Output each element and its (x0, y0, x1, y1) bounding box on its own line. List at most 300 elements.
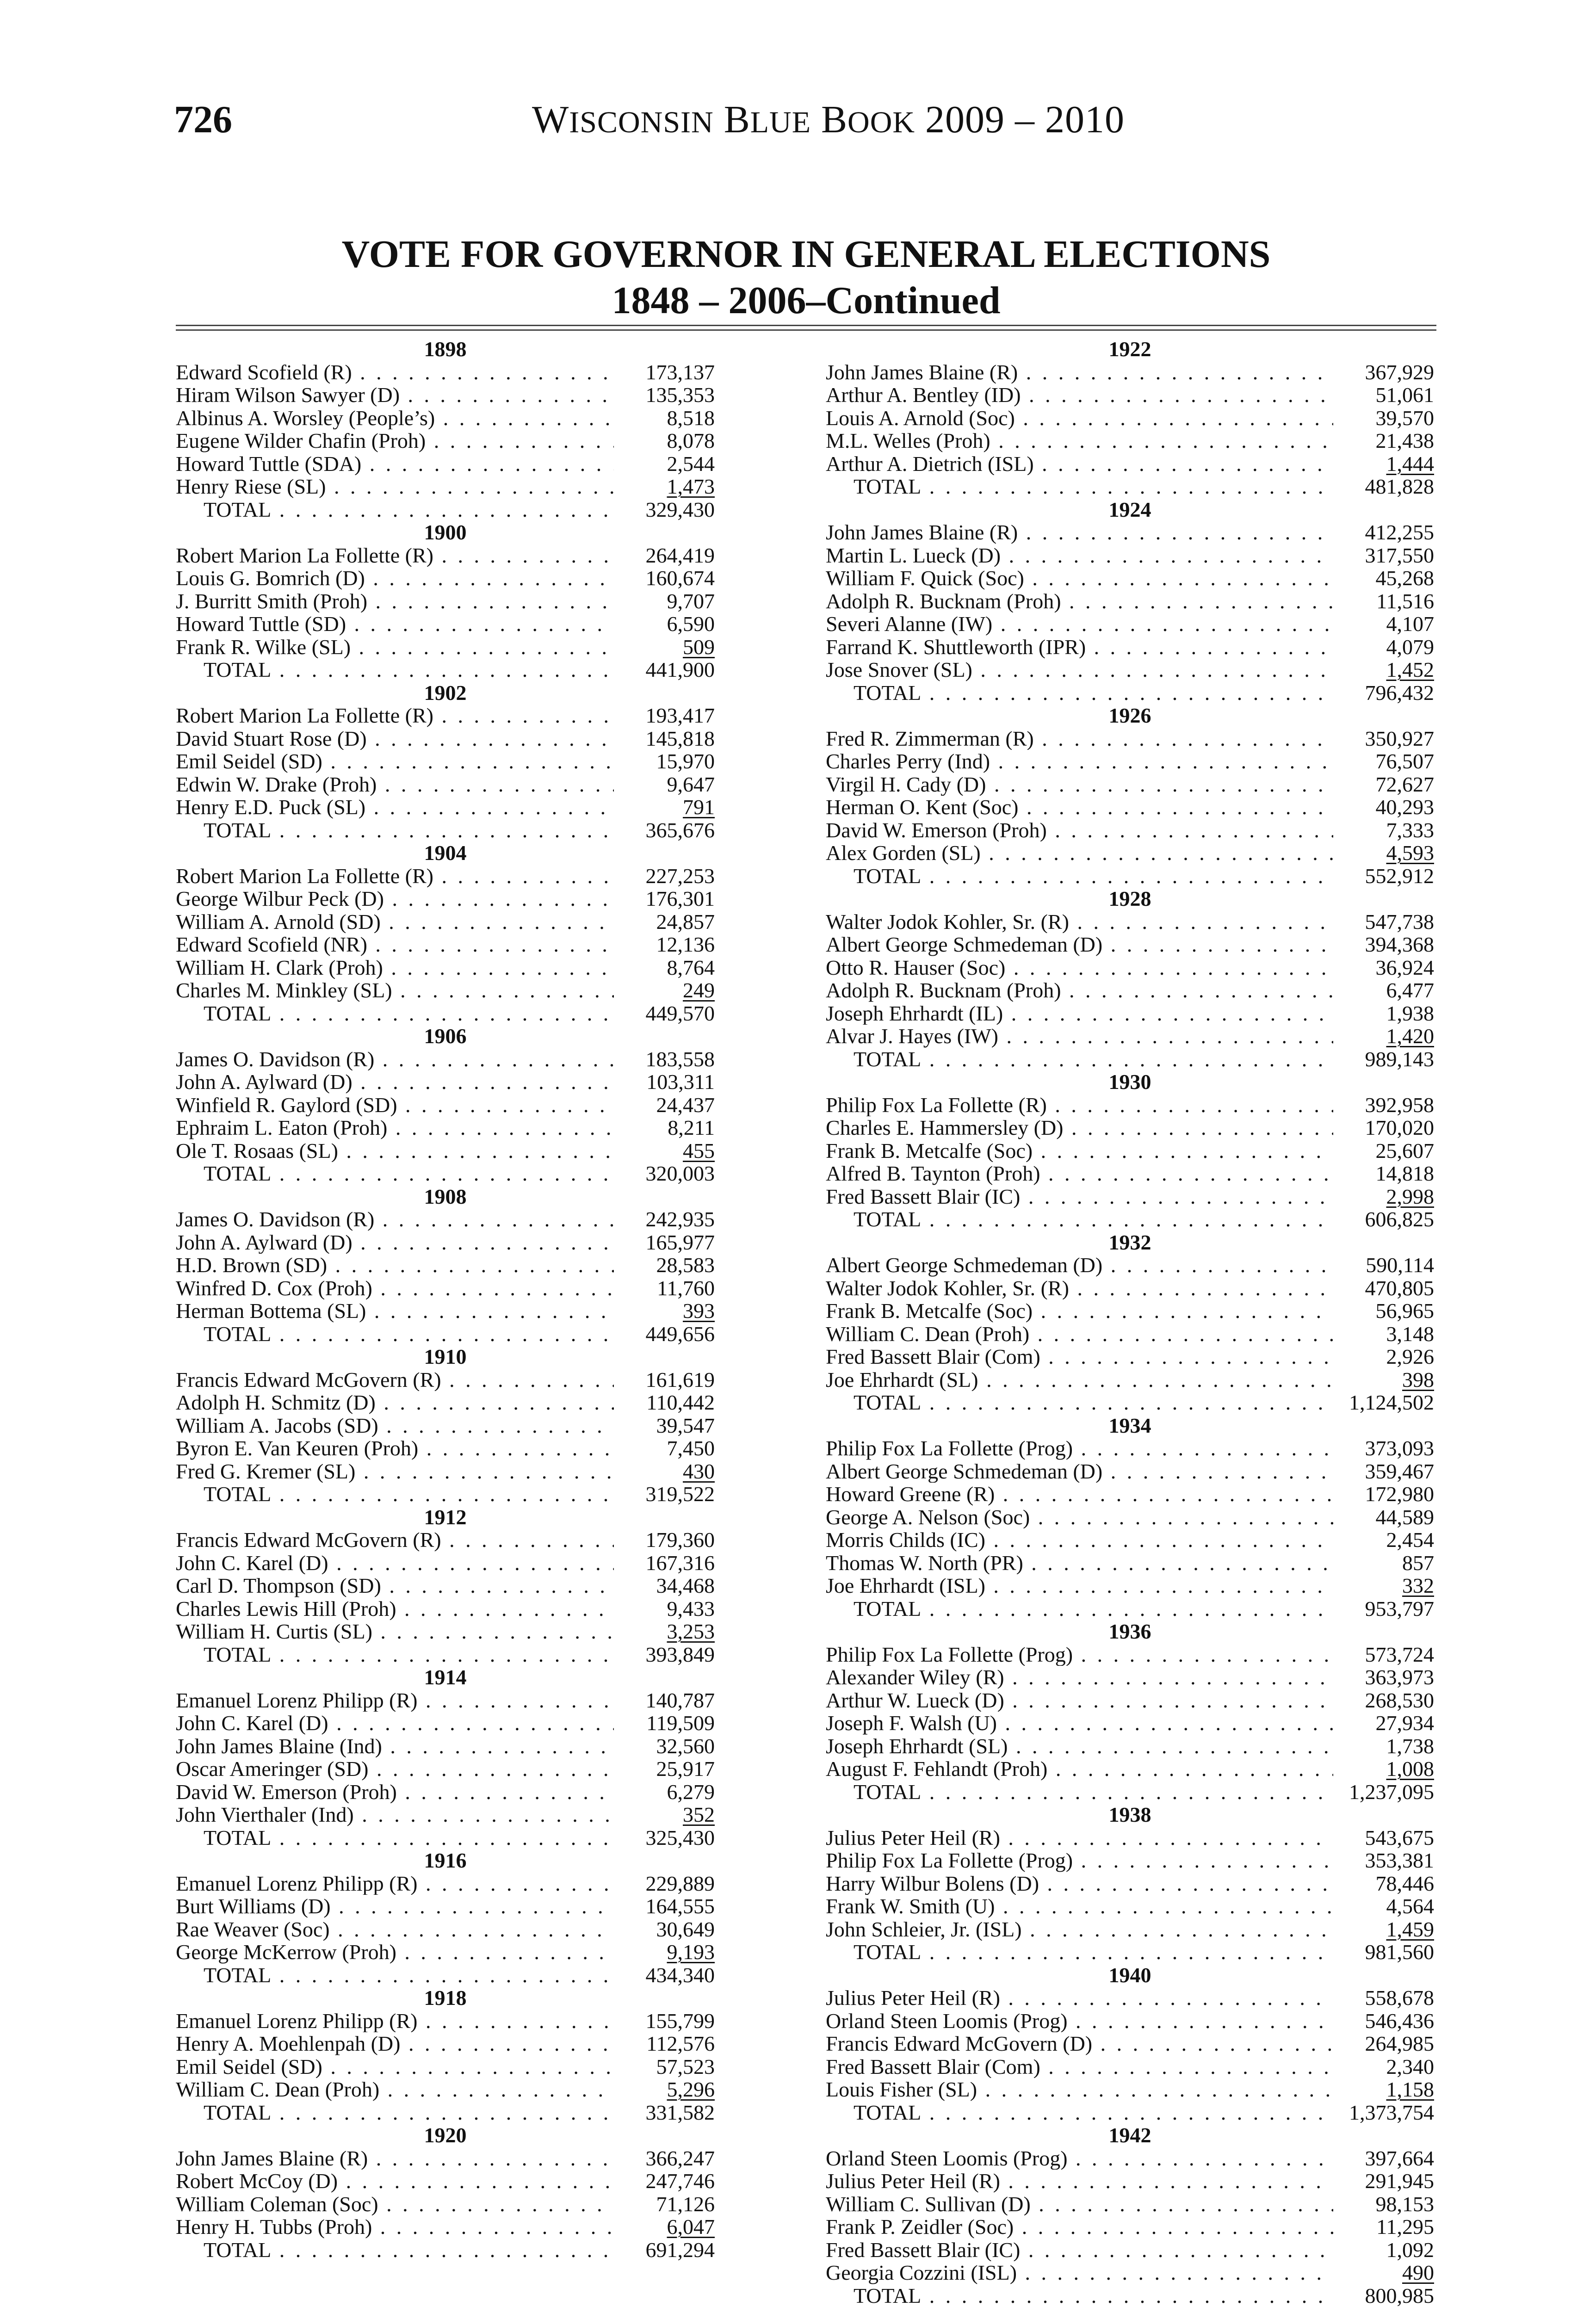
candidate-name: Henry Riese (SL) . . . (176, 475, 614, 498)
total-votes: 393,849 (645, 1642, 715, 1666)
candidate-name: Adolph R. Bucknam (Proh) . . . (826, 979, 1333, 1002)
candidate-row (826, 1506, 1434, 1529)
candidate-row (826, 1986, 1434, 2010)
total-votes: 325,430 (645, 1825, 715, 1849)
candidate-name: John Vierthaler (Ind) . . . (176, 1803, 614, 1826)
candidate-votes: 36,924 (1375, 955, 1434, 979)
total-label: TOTAL . . . (176, 1643, 614, 1666)
candidate-name: Charles Lewis Hill (Proh) . . . (176, 1597, 614, 1620)
candidate-name: Henry H. Tubbs (Proh) . . . (176, 2215, 614, 2239)
candidate-name: George McKerrow (Proh) . . . (176, 1941, 614, 1964)
total-label: TOTAL . . . (176, 2101, 614, 2124)
candidate-row (176, 2055, 715, 2078)
candidate-votes: 490 (1402, 2261, 1434, 2284)
candidate-votes: 242,935 (645, 1207, 715, 1231)
candidate-row (826, 1895, 1434, 1918)
candidate-name: John C. Karel (D) . . . (176, 1552, 614, 1575)
candidate-row (176, 1414, 715, 1437)
candidate-row (826, 383, 1434, 407)
candidate-row (826, 1185, 1434, 1208)
election-year-heading: 1924 (1108, 497, 1151, 521)
candidate-votes: 155,799 (645, 2009, 715, 2033)
candidate-row (176, 2010, 715, 2033)
right-column (826, 338, 1434, 2307)
candidate-name: William F. Quick (Soc) . . . (826, 567, 1333, 590)
candidate-row (826, 1345, 1434, 1368)
candidate-votes: 264,985 (1365, 2032, 1434, 2055)
candidate-name: John James Blaine (R) . . . (826, 521, 1333, 544)
candidate-name: Edward Scofield (NR) . . . (176, 933, 614, 956)
total-row (826, 1781, 1434, 1804)
candidate-votes: 1,158 (1386, 2078, 1434, 2101)
candidate-votes: 39,570 (1375, 406, 1434, 430)
candidate-name: Charles Perry (Ind) . . . (826, 750, 1333, 773)
candidate-row (176, 2032, 715, 2055)
candidate-name: Emanuel Lorenz Philipp (R) . . . (176, 1689, 614, 1712)
running-head-ook: OOK (847, 105, 916, 139)
candidate-row (826, 1689, 1434, 1712)
candidate-name: Louis Fisher (SL) . . . (826, 2078, 1333, 2101)
candidate-votes: 3,148 (1386, 1322, 1434, 1346)
candidate-votes: 2,454 (1386, 1528, 1434, 1552)
candidate-name: Fred G. Kremer (SL) . . . (176, 1460, 614, 1483)
candidate-votes: 8,764 (667, 955, 715, 979)
candidate-name: George A. Nelson (Soc) . . . (826, 1506, 1333, 1529)
candidate-row (176, 1391, 715, 1414)
total-row (176, 819, 715, 842)
candidate-name: Howard Tuttle (SDA) . . . (176, 452, 614, 476)
candidate-name: Edward Scofield (R) . . . (176, 361, 614, 384)
candidate-name: Howard Greene (R) . . . (826, 1483, 1333, 1506)
candidate-name: Jose Snover (SL) . . . (826, 658, 1333, 681)
candidate-votes: 179,360 (645, 1528, 715, 1552)
candidate-name: Julius Peter Heil (R) . . . (826, 2170, 1333, 2193)
candidate-row (826, 1528, 1434, 1552)
candidate-row (826, 1712, 1434, 1735)
candidate-name: Adolph H. Schmitz (D) . . . (176, 1391, 614, 1414)
total-row (826, 2101, 1434, 2124)
election-year-heading: 1916 (424, 1849, 467, 1872)
candidate-votes: 51,061 (1375, 383, 1434, 407)
total-votes: 319,522 (645, 1482, 715, 1506)
candidate-votes: 9,433 (667, 1596, 715, 1620)
candidate-row (826, 2261, 1434, 2284)
candidate-row (826, 2239, 1434, 2262)
total-votes: 365,676 (645, 818, 715, 842)
candidate-name: William A. Arnold (SD) . . . (176, 910, 614, 934)
candidate-votes: 4,107 (1386, 612, 1434, 636)
candidate-votes: 4,079 (1386, 635, 1434, 659)
candidate-votes: 350,927 (1365, 726, 1434, 750)
total-label: TOTAL . . . (826, 1391, 1333, 1414)
candidate-votes: 455 (683, 1138, 715, 1163)
total-row (826, 1048, 1434, 1071)
total-votes: 691,294 (645, 2238, 715, 2262)
candidate-row (826, 1918, 1434, 1941)
candidate-row (826, 1299, 1434, 1323)
candidate-votes: 164,555 (645, 1894, 715, 1918)
candidate-votes: 1,473 (667, 475, 715, 498)
candidate-votes: 14,818 (1375, 1162, 1434, 1185)
candidate-votes: 397,664 (1365, 2146, 1434, 2170)
candidate-name: Thomas W. North (PR) . . . (826, 1552, 1333, 1575)
candidate-name: Frank B. Metcalfe (Soc) . . . (826, 1299, 1333, 1323)
candidate-votes: 161,619 (645, 1367, 715, 1392)
candidate-votes: 392,958 (1365, 1093, 1434, 1117)
candidate-name: Fred Bassett Blair (IC) . . . (826, 2239, 1333, 2262)
total-votes: 449,656 (645, 1322, 715, 1346)
candidate-row (826, 956, 1434, 979)
candidate-row (826, 1826, 1434, 1849)
candidate-votes: 11,295 (1376, 2215, 1434, 2239)
candidate-row (176, 1712, 715, 1735)
candidate-name: Robert Marion La Follette (R) . . . (176, 865, 614, 888)
candidate-row (176, 956, 715, 979)
candidate-votes: 78,446 (1375, 1871, 1434, 1895)
total-label: TOTAL . . . (176, 498, 614, 521)
candidate-name: Herman O. Kent (Soc) . . . (826, 796, 1333, 819)
total-votes: 329,430 (645, 497, 715, 521)
candidate-name: William H. Curtis (SL) . . . (176, 1620, 614, 1643)
table-subtitle: 1848 – 2006–Continued (612, 279, 1001, 322)
candidate-row (176, 452, 715, 476)
candidate-row (176, 1620, 715, 1643)
candidate-row (176, 544, 715, 567)
candidate-votes: 249 (683, 978, 715, 1002)
candidate-name: August F. Fehlandt (Proh) . . . (826, 1757, 1333, 1781)
candidate-name: Orland Steen Loomis (Prog) . . . (826, 2010, 1333, 2033)
candidate-name: William Coleman (Soc) . . . (176, 2193, 614, 2216)
candidate-votes: 590,114 (1366, 1253, 1434, 1277)
running-head-b: B (724, 98, 750, 141)
candidate-row (176, 1597, 715, 1620)
election-year-heading: 1918 (424, 1986, 467, 2010)
candidate-row (176, 1918, 715, 1941)
total-votes: 1,237,095 (1349, 1780, 1434, 1804)
candidate-name: Albert George Schmedeman (D) . . . (826, 933, 1333, 956)
candidate-votes: 6,590 (667, 612, 715, 636)
candidate-name: Emil Seidel (SD) . . . (176, 2055, 614, 2078)
candidate-name: Fred Bassett Blair (Com) . . . (826, 2055, 1333, 2078)
candidate-name: Carl D. Thompson (SD) . . . (176, 1574, 614, 1597)
candidate-row (176, 429, 715, 452)
candidate-row (826, 2215, 1434, 2239)
total-label: TOTAL . . . (176, 658, 614, 681)
candidate-name: David W. Emerson (Proh) . . . (176, 1781, 614, 1804)
candidate-name: Julius Peter Heil (R) . . . (826, 1986, 1333, 2010)
candidate-votes: 30,649 (656, 1917, 715, 1941)
candidate-name: Francis Edward McGovern (R) . . . (176, 1368, 614, 1392)
total-row (826, 2284, 1434, 2307)
candidate-votes: 9,707 (667, 589, 715, 613)
candidate-votes: 547,738 (1365, 909, 1434, 934)
candidate-votes: 76,507 (1375, 749, 1434, 773)
candidate-votes: 363,973 (1365, 1665, 1434, 1689)
total-votes: 981,560 (1365, 1940, 1434, 1964)
candidate-name: Louis A. Arnold (Soc) . . . (826, 407, 1333, 430)
candidate-votes: 268,530 (1365, 1688, 1434, 1712)
candidate-votes: 2,998 (1386, 1184, 1434, 1208)
candidate-row (176, 910, 715, 934)
candidate-votes: 359,467 (1365, 1459, 1434, 1483)
election-year-heading: 1904 (424, 841, 467, 865)
total-votes: 606,825 (1365, 1207, 1434, 1231)
candidate-row (826, 1574, 1434, 1597)
candidate-row (176, 1460, 715, 1483)
candidate-row (176, 475, 715, 498)
candidate-row (176, 1254, 715, 1277)
candidate-votes: 44,589 (1375, 1505, 1434, 1529)
total-label: TOTAL . . . (826, 865, 1333, 888)
candidate-row (176, 1437, 715, 1460)
candidate-name: Charles M. Minkley (SL) . . . (176, 979, 614, 1002)
candidate-votes: 546,436 (1365, 2009, 1434, 2033)
candidate-name: Walter Jodok Kohler, Sr. (R) . . . (826, 910, 1333, 934)
candidate-row (826, 1460, 1434, 1483)
candidate-row (826, 1254, 1434, 1277)
candidate-name: H.D. Brown (SD) . . . (176, 1254, 614, 1277)
total-label: TOTAL . . . (826, 2101, 1333, 2124)
candidate-name: Farrand K. Shuttleworth (IPR) . . . (826, 636, 1333, 659)
candidate-name: John C. Karel (D) . . . (176, 1712, 614, 1735)
candidate-row (826, 2147, 1434, 2170)
candidate-votes: 398 (1402, 1367, 1434, 1392)
candidate-name: Arthur A. Bentley (ID) . . . (826, 383, 1333, 407)
candidate-name: John James Blaine (Ind) . . . (176, 1735, 614, 1758)
candidate-row (176, 590, 715, 613)
running-head-lue: LUE (750, 105, 811, 139)
candidate-row (826, 2170, 1434, 2193)
candidate-row (826, 1139, 1434, 1163)
candidate-name: Joe Ehrhardt (ISL) . . . (826, 1574, 1333, 1597)
candidate-votes: 394,368 (1365, 933, 1434, 956)
total-row (826, 681, 1434, 705)
running-head-w: W (532, 98, 569, 141)
candidate-row (826, 1552, 1434, 1575)
running-head-years: 2009 – 2010 (925, 98, 1125, 141)
candidate-row (176, 1872, 715, 1895)
candidate-name: Philip Fox La Follette (R) . . . (826, 1094, 1333, 1117)
election-year-heading: 1908 (424, 1184, 467, 1208)
candidate-votes: 393 (683, 1299, 715, 1323)
candidate-name: Arthur W. Lueck (D) . . . (826, 1689, 1333, 1712)
candidate-votes: 119,509 (646, 1711, 715, 1735)
candidate-row (826, 2078, 1434, 2101)
candidate-row (826, 727, 1434, 750)
election-year-heading: 1938 (1108, 1803, 1151, 1826)
candidate-row (176, 1368, 715, 1392)
total-votes: 434,340 (645, 1963, 715, 1987)
candidate-row (826, 1002, 1434, 1025)
candidate-votes: 412,255 (1365, 520, 1434, 544)
candidate-votes: 6,279 (667, 1780, 715, 1804)
candidate-votes: 140,787 (645, 1688, 715, 1712)
candidate-row (826, 1849, 1434, 1872)
election-year-heading: 1902 (424, 680, 467, 705)
candidate-row (826, 407, 1434, 430)
candidate-name: Oscar Ameringer (SD) . . . (176, 1757, 614, 1781)
candidate-name: Edwin W. Drake (Proh) . . . (176, 773, 614, 796)
candidate-row (826, 544, 1434, 567)
candidate-votes: 2,926 (1386, 1345, 1434, 1368)
candidate-votes: 227,253 (645, 864, 715, 888)
candidate-votes: 34,468 (656, 1574, 715, 1597)
total-label: TOTAL . . . (826, 1597, 1333, 1620)
candidate-row (176, 2215, 715, 2239)
total-label: TOTAL . . . (176, 1162, 614, 1185)
title-rule-top (176, 325, 1436, 326)
election-year-heading: 1926 (1108, 704, 1151, 727)
candidate-name: Orland Steen Loomis (Prog) . . . (826, 2147, 1333, 2170)
candidate-row (176, 1231, 715, 1254)
candidate-name: Eugene Wilder Chafin (Proh) . . . (176, 429, 614, 452)
candidate-row (176, 1895, 715, 1918)
candidate-row (176, 2078, 715, 2101)
candidate-row (176, 1689, 715, 1712)
candidate-row (176, 1139, 715, 1163)
total-label: TOTAL . . . (826, 2284, 1333, 2307)
candidate-name: Albert George Schmedeman (D) . . . (826, 1254, 1333, 1277)
total-row (176, 2101, 715, 2124)
candidate-votes: 167,316 (645, 1551, 715, 1575)
candidate-votes: 25,607 (1375, 1138, 1434, 1163)
candidate-row (176, 1048, 715, 1071)
candidate-name: Rae Weaver (Soc) . . . (176, 1918, 614, 1941)
candidate-row (176, 1757, 715, 1781)
candidate-name: Harry Wilbur Bolens (D) . . . (826, 1872, 1333, 1895)
candidate-name: Otto R. Hauser (Soc) . . . (826, 956, 1333, 979)
total-label: TOTAL . . . (176, 1483, 614, 1506)
candidate-name: Charles E. Hammersley (D) . . . (826, 1116, 1333, 1139)
total-label: TOTAL . . . (176, 819, 614, 842)
election-year-heading: 1936 (1108, 1620, 1151, 1643)
candidate-row (826, 1368, 1434, 1392)
total-votes: 320,003 (645, 1162, 715, 1185)
candidate-row (826, 1025, 1434, 1048)
candidate-row (826, 1094, 1434, 1117)
candidate-votes: 366,247 (645, 2146, 715, 2170)
total-row (176, 498, 715, 521)
election-year-heading: 1898 (424, 337, 467, 361)
total-row (176, 1643, 715, 1666)
candidate-name: David Stuart Rose (D) . . . (176, 727, 614, 750)
candidate-votes: 509 (683, 635, 715, 659)
candidate-row (176, 887, 715, 910)
total-label: TOTAL . . . (826, 1941, 1333, 1964)
candidate-votes: 25,917 (656, 1757, 715, 1781)
candidate-votes: 28,583 (656, 1253, 715, 1277)
candidate-name: Julius Peter Heil (R) . . . (826, 1826, 1333, 1849)
candidate-name: Joseph Ehrhardt (IL) . . . (826, 1002, 1333, 1025)
candidate-votes: 2,544 (667, 451, 715, 476)
candidate-row (176, 1574, 715, 1597)
candidate-row (176, 796, 715, 819)
candidate-name: Philip Fox La Follette (Prog) . . . (826, 1643, 1333, 1666)
total-row (176, 1323, 715, 1346)
candidate-name: Frank W. Smith (U) . . . (826, 1895, 1333, 1918)
candidate-votes: 8,211 (668, 1116, 715, 1139)
table-title: VOTE FOR GOVERNOR IN GENERAL ELECTIONS (341, 233, 1271, 276)
election-year-heading: 1914 (424, 1665, 467, 1689)
candidate-row (826, 567, 1434, 590)
total-votes: 481,828 (1365, 475, 1434, 498)
candidate-name: Arthur A. Dietrich (ISL) . . . (826, 452, 1333, 476)
candidate-name: Fred Bassett Blair (IC) . . . (826, 1185, 1333, 1208)
candidate-row (176, 727, 715, 750)
candidate-votes: 264,419 (645, 543, 715, 567)
candidate-votes: 1,420 (1386, 1024, 1434, 1048)
candidate-votes: 857 (1402, 1551, 1434, 1575)
candidate-name: Ole T. Rosaas (SL) . . . (176, 1139, 614, 1163)
candidate-row (826, 979, 1434, 1002)
candidate-name: John James Blaine (R) . . . (176, 2147, 614, 2170)
candidate-votes: 24,437 (656, 1093, 715, 1117)
candidate-row (176, 1116, 715, 1139)
title-rule-bottom (176, 329, 1436, 331)
candidate-name: M.L. Welles (Proh) . . . (826, 429, 1333, 452)
candidate-votes: 373,093 (1365, 1436, 1434, 1460)
candidate-votes: 7,333 (1386, 818, 1434, 842)
candidate-votes: 5,296 (667, 2078, 715, 2101)
total-votes: 552,912 (1365, 864, 1434, 888)
candidate-row (826, 933, 1434, 956)
candidate-name: Byron E. Van Keuren (Proh) . . . (176, 1437, 614, 1460)
candidate-votes: 39,547 (656, 1413, 715, 1437)
candidate-votes: 1,444 (1386, 451, 1434, 476)
total-label: TOTAL . . . (176, 1826, 614, 1849)
candidate-votes: 352 (683, 1803, 715, 1826)
candidate-votes: 229,889 (645, 1871, 715, 1895)
candidate-votes: 11,760 (657, 1276, 715, 1300)
candidate-row (176, 2193, 715, 2216)
total-row (176, 1162, 715, 1185)
total-label: TOTAL . . . (176, 1323, 614, 1346)
total-row (826, 1208, 1434, 1231)
candidate-name: John A. Aylward (D) . . . (176, 1231, 614, 1254)
total-row (826, 1391, 1434, 1414)
total-row (176, 1964, 715, 1987)
candidate-votes: 183,558 (645, 1047, 715, 1071)
running-head (532, 97, 1125, 142)
candidate-name: Alfred B. Taynton (Proh) . . . (826, 1162, 1333, 1185)
candidate-votes: 4,593 (1386, 841, 1434, 865)
candidate-name: Albinus A. Worsley (People’s) . . . (176, 407, 614, 430)
total-label: TOTAL . . . (826, 1208, 1333, 1231)
election-year-heading: 1922 (1108, 337, 1151, 361)
total-row (826, 865, 1434, 888)
candidate-name: Emanuel Lorenz Philipp (R) . . . (176, 2010, 614, 2033)
candidate-row (176, 612, 715, 636)
candidate-row (176, 750, 715, 773)
candidate-row (826, 1116, 1434, 1139)
candidate-row (176, 636, 715, 659)
candidate-row (826, 750, 1434, 773)
candidate-votes: 32,560 (656, 1734, 715, 1758)
candidate-name: Henry A. Moehlenpah (D) . . . (176, 2032, 614, 2055)
candidate-row (826, 636, 1434, 659)
candidate-name: Winfield R. Gaylord (SD) . . . (176, 1094, 614, 1117)
total-row (176, 2239, 715, 2262)
candidate-row (826, 2032, 1434, 2055)
candidate-row (826, 819, 1434, 842)
candidate-votes: 71,126 (656, 2192, 715, 2216)
candidate-votes: 193,417 (645, 704, 715, 727)
candidate-name: Alexander Wiley (R) . . . (826, 1666, 1333, 1689)
candidate-row (826, 590, 1434, 613)
candidate-row (826, 612, 1434, 636)
candidate-row (176, 1070, 715, 1094)
candidate-name: James O. Davidson (R) . . . (176, 1208, 614, 1231)
